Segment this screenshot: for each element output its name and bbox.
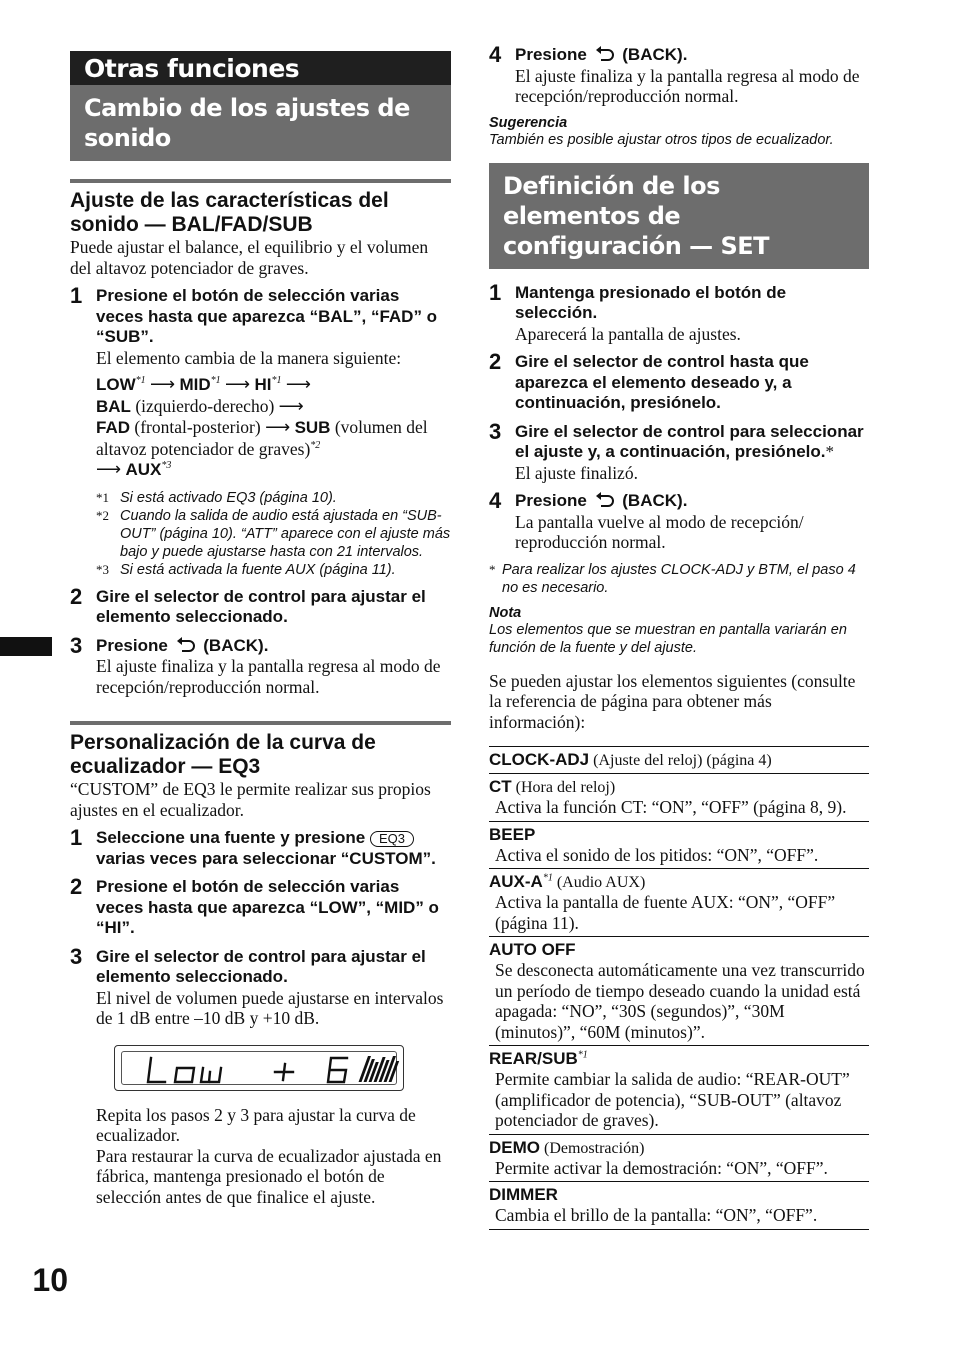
item-name: BEEP	[489, 824, 536, 844]
eq3-step-3	[70, 943, 451, 1029]
lcd-display	[114, 1045, 404, 1091]
title-a: Presione	[96, 635, 173, 655]
bal-step-1	[70, 283, 451, 579]
item-inline: (Hora del reloj)	[511, 779, 616, 796]
item-header	[489, 1138, 869, 1158]
settings-list-item	[489, 774, 869, 822]
settings-list-item	[489, 822, 869, 870]
fn-mark: *	[489, 561, 496, 577]
item-header	[489, 750, 869, 770]
sup: *1	[271, 375, 282, 387]
settings-list-item	[489, 1135, 869, 1183]
set-intro: Se pueden ajustar los elementos siguientes (consulte la referencia de página para obtener más información):	[489, 670, 856, 732]
item-header	[489, 1185, 869, 1205]
lcd-segments	[115, 1046, 405, 1092]
tip-text: También es posible ajustar otros tipos de ecualizador.	[489, 131, 834, 148]
step-number: 2	[489, 349, 502, 374]
item-name: REAR/SUB	[489, 1049, 578, 1068]
side-tab-marker	[0, 637, 52, 656]
lcd-text: LOW + 6	[115, 1045, 119, 1047]
cycle-sequence	[96, 374, 451, 481]
item-name: AUX-A	[489, 872, 543, 891]
arrow-icon: ⟶	[96, 459, 122, 479]
item-header	[489, 872, 869, 892]
set-step-4	[489, 488, 869, 553]
step-desc: El ajuste finaliza y la pantalla regresa al modo de recepción/reproducción normal.	[96, 656, 441, 697]
title-a: Seleccione una fuente y presione	[96, 828, 370, 847]
eq3-step-1	[70, 825, 451, 869]
fn-text: Si está activado EQ3 (página 10).	[120, 489, 337, 506]
item-name: DEMO	[489, 1137, 540, 1157]
seq-fad: FAD	[96, 418, 130, 437]
step-title: Gire el selector de control para ajustar el elemento seleccionado.	[96, 586, 426, 626]
fn-text: Si está activada la fuente AUX (página 11).	[120, 561, 396, 578]
item-desc: Se desconecta automáticamente una vez transcurrido un período de tiempo deseado cuando la unidad está apagada: “NO”, “30S (segundos)”, “30M (minutos)”, “60M (minutos)”.	[495, 960, 865, 1042]
title-b: (BACK).	[617, 491, 688, 510]
footnote-1	[96, 489, 451, 507]
step-number: 4	[489, 488, 502, 513]
tip-label: Sugerencia	[489, 114, 568, 131]
settings-list	[489, 746, 869, 1230]
sup: *2	[310, 439, 321, 451]
item-name: CLOCK-ADJ	[489, 750, 590, 769]
step-desc: El ajuste finaliza y la pantalla regresa al modo de recepción/reproducción normal.	[515, 65, 860, 106]
step-number: 2	[70, 874, 83, 899]
seq-aux: AUX	[125, 460, 162, 479]
sup: *1	[135, 375, 146, 387]
step-title: Gire el selector de control hasta que aparezca el elemento deseado y, a continuación, presiónelo.	[515, 352, 809, 412]
item-sup: *1	[542, 872, 553, 884]
eq3-after-1: Repita los pasos 2 y 3 para ajustar la curva de ecualizador.	[96, 1104, 416, 1145]
seq-bal: BAL	[96, 396, 131, 416]
arrow-icon: ⟶	[285, 374, 311, 394]
step-desc: El elemento cambia de la manera siguiente:	[96, 347, 402, 368]
item-header	[489, 825, 869, 845]
title-text: Gire el selector de control para seleccionar el ajuste y, a continuación, presiónelo.	[515, 421, 864, 461]
set-step-2	[489, 349, 869, 414]
step-number: 4	[489, 42, 502, 67]
footnote-2	[96, 507, 451, 561]
item-desc: Activa la pantalla de fuente AUX: “ON”, “OFF” (página 11).	[495, 892, 836, 933]
item-desc: Cambia el brillo de la pantalla: “ON”, “OFF”.	[495, 1205, 818, 1225]
step-title: Gire el selector de control para ajustar el elemento seleccionado.	[96, 946, 426, 986]
seq-sub: SUB	[294, 418, 331, 437]
bal-step-2	[70, 583, 451, 628]
step-title	[515, 45, 869, 66]
back-icon	[594, 46, 616, 62]
seq-low: LOW	[96, 375, 136, 394]
right-column	[489, 42, 869, 1230]
item-header	[489, 1049, 869, 1069]
arrow-icon: ⟶	[225, 374, 251, 394]
settings-list-item	[489, 1046, 869, 1135]
set-title: Definición de los elementos de configuración — SET	[489, 163, 869, 269]
seq-bal-desc: (izquierdo-derecho)	[130, 395, 279, 416]
set-step-3	[489, 418, 869, 484]
step-desc: La pantalla vuelve al modo de recepción/ reproducción normal.	[515, 511, 804, 552]
note-label: Nota	[489, 604, 522, 621]
step-desc: El ajuste finalizó.	[515, 462, 638, 483]
step-title	[96, 636, 451, 657]
step-title: Mantenga presionado el botón de selección.	[515, 282, 787, 322]
step-desc: Aparecerá la pantalla de ajustes.	[515, 323, 741, 344]
fn-text: Para realizar los ajustes CLOCK-ADJ y BTM, el paso 4 no es necesario.	[502, 561, 856, 596]
settings-list-item	[489, 937, 869, 1046]
seq-sub-desc: (volumen del altavoz potenciador de graves)	[96, 417, 428, 459]
asterisk: *	[825, 442, 834, 461]
settings-list-item	[489, 1182, 869, 1230]
arrow-icon: ⟶	[265, 417, 291, 437]
seq-hi: HI	[254, 375, 272, 394]
set-footnote	[489, 561, 869, 597]
item-name: CT	[489, 777, 512, 796]
seq-mid: MID	[179, 375, 211, 394]
step-title	[515, 491, 869, 512]
step-title	[96, 828, 451, 869]
settings-list-item	[489, 747, 869, 774]
title-a: Presione	[515, 491, 592, 510]
fn-mark: *3	[96, 561, 109, 577]
title-b: (BACK).	[198, 635, 269, 655]
left-column	[70, 51, 451, 1207]
item-desc: Permite cambiar la salida de audio: “REAR-OUT” (amplificador de potencia), “SUB-OUT” (altavoz potenciador de graves).	[495, 1069, 850, 1130]
title-a: Presione	[515, 45, 592, 64]
eq3-step-4	[489, 42, 869, 107]
step-title: Presione el botón de selección varias veces hasta que aparezca “BAL”, “FAD” o “SUB”.	[96, 286, 438, 346]
step-number: 3	[70, 943, 83, 969]
step-desc: El nivel de volumen puede ajustarse en intervalos de 1 dB entre –10 dB y +10 dB.	[96, 987, 444, 1028]
bal-intro: Puede ajustar el balance, el equilibrio y el volumen del altavoz potenciador de graves.	[70, 237, 429, 278]
eq3-intro: “CUSTOM” de EQ3 le permite realizar sus propios ajustes en el ecualizador.	[70, 779, 431, 820]
step-number: 1	[70, 283, 83, 308]
item-desc: Permite activar la demostración: “ON”, “OFF”.	[495, 1157, 828, 1178]
sup: *3	[161, 460, 172, 472]
footnote-3	[96, 561, 451, 579]
seq-fad-desc: (frontal-posterior)	[130, 417, 266, 437]
item-name: AUTO OFF	[489, 940, 576, 959]
step-number: 3	[489, 418, 502, 444]
item-sup: *1	[577, 1049, 588, 1061]
item-desc: Activa el sonido de los pitidos: “ON”, “OFF”.	[495, 844, 819, 865]
item-inline: (Demostración)	[540, 1139, 645, 1157]
bal-heading: Ajuste de las características del sonido — BAL/FAD/SUB	[70, 179, 451, 237]
step-title: Presione el botón de selección varias veces hasta que aparezca “LOW”, “MID” o “HI”.	[96, 877, 439, 937]
arrow-icon: ⟶	[278, 395, 304, 416]
bal-step-3	[70, 632, 451, 698]
settings-list-item	[489, 869, 869, 937]
eq3-button: EQ3	[370, 831, 414, 847]
page-number: 10	[32, 1262, 68, 1298]
title-b: (BACK).	[617, 45, 688, 64]
note-text: Los elementos que se muestran en pantalla variarán en función de la fuente y del ajuste.	[489, 621, 847, 656]
fn-text: Cuando la salida de audio está ajustada en “SUB-OUT” (página 10). “ATT” aparece con el ajuste más bajo y puede ajustarse hasta con 21 intervalos.	[120, 507, 451, 560]
subsection-title: Cambio de los ajustes de sonido	[70, 85, 451, 161]
step-title	[515, 422, 869, 463]
arrow-icon: ⟶	[150, 374, 176, 394]
set-step-1	[489, 279, 869, 345]
item-header	[489, 777, 869, 797]
item-name: DIMMER	[489, 1185, 558, 1204]
fn-mark: *1	[96, 489, 109, 505]
step-number: 3	[70, 632, 83, 658]
eq3-step-2	[70, 874, 451, 939]
fn-mark: *2	[96, 507, 109, 523]
section-title: Otras funciones	[70, 51, 451, 85]
back-icon	[175, 637, 197, 653]
item-inline: (Audio AUX)	[552, 874, 646, 891]
title-b: varias veces para seleccionar “CUSTOM”.	[96, 848, 436, 868]
sup: *1	[210, 375, 221, 387]
step-number: 2	[70, 583, 83, 609]
step-number: 1	[70, 825, 83, 850]
item-desc: Activa la función CT: “ON”, “OFF” (página 8, 9).	[495, 797, 847, 817]
item-inline: (Ajuste del reloj) (página 4)	[589, 752, 772, 769]
eq3-after-2: Para restaurar la curva de ecualizador ajustada en fábrica, mantenga presionado el botón de selección antes de que finalice el ajuste.	[96, 1145, 442, 1207]
step-number: 1	[489, 279, 502, 305]
eq3-heading: Personalización de la curva de ecualizador — EQ3	[70, 721, 451, 779]
item-header	[489, 940, 869, 960]
back-icon	[594, 492, 616, 508]
